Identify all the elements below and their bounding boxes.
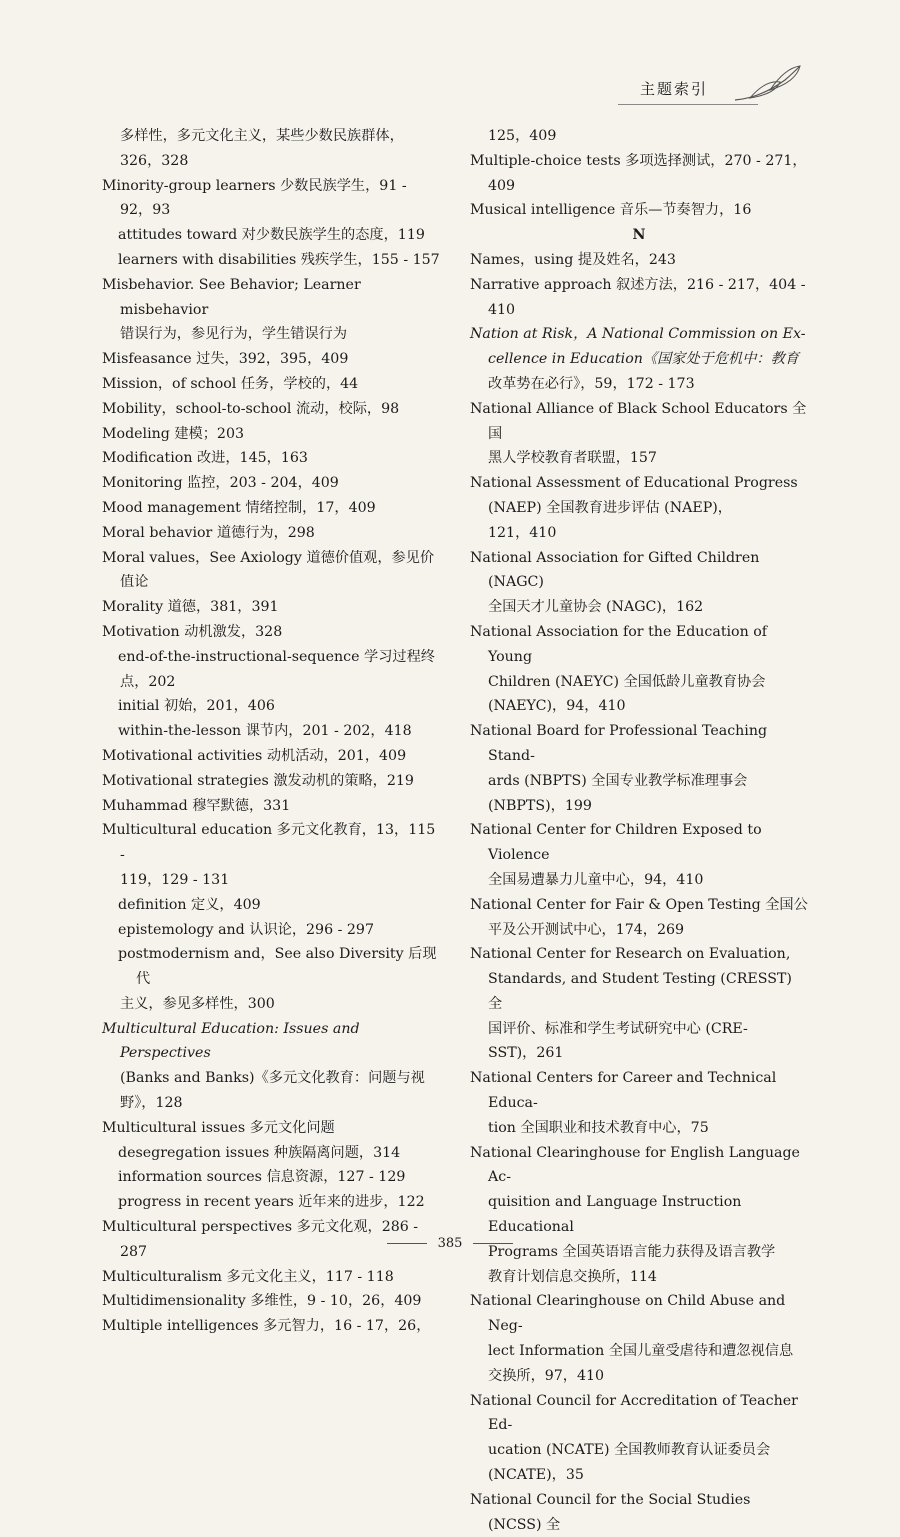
index-entry: cellence in Education《国家处于危机中：教育: [488, 351, 799, 368]
index-entry: within-the-lesson 课节内，201 - 202，418: [118, 723, 412, 740]
index-entry: 全国易遭暴力儿童中心，94，410: [488, 871, 704, 888]
index-entry: Names，using 提及姓名，243: [470, 251, 676, 268]
index-entry: National Association for Gifted Children (NAGC): [470, 549, 760, 591]
index-entry: National Alliance of Black School Educators 全国: [470, 400, 807, 442]
footer-rule-right: [473, 1243, 513, 1244]
index-entry: (NCATE)，35: [488, 1467, 584, 1484]
index-section-letter: N: [632, 227, 646, 244]
index-entry: 错误行为，参见行为，学生错误行为: [120, 326, 348, 343]
index-entry: end-of-the-instructional-sequence 学习过程终: [118, 648, 435, 665]
index-entry: 黑人学校教育者联盟，157: [488, 450, 657, 467]
index-entry: 改革势在必行》，59，172 - 173: [488, 375, 695, 392]
index-entry: Moral values，See Axiology 道德价值观，参见价: [102, 549, 435, 566]
index-entry: Multicultural perspectives 多元文化观，286 - 287: [102, 1219, 419, 1260]
index-entry: Motivational activities 动机活动，201，409: [102, 747, 407, 764]
index-entry: Modification 改进，145，163: [102, 450, 308, 467]
index-entry: progress in recent years 近年来的进步，122: [118, 1194, 425, 1211]
index-entry: National Center for Fair & Open Testing 全国公: [470, 896, 808, 913]
index-entry: Monitoring 监控，203 - 204，409: [102, 475, 339, 492]
index-entry: SST)，261: [488, 1045, 564, 1062]
index-entry: Motivation 动机激发，328: [102, 623, 283, 640]
index-entry: 国评价、标准和学生考试研究中心 (CRE-: [488, 1020, 748, 1037]
index-entry: Multiple-choice tests 多项选择测试，270 - 271，: [470, 152, 807, 169]
index-entry: definition 定义，409: [118, 896, 261, 913]
index-entry: National Clearinghouse on Child Abuse and Neg-: [470, 1293, 786, 1335]
index-entry: 值论: [120, 574, 149, 591]
index-entry: Programs 全国英语语言能力获得及语言教学: [488, 1243, 776, 1260]
index-entry: 92，93: [120, 202, 171, 219]
index-entry: National Council for Accreditation of Teacher Ed-: [470, 1392, 798, 1434]
index-entry: information sources 信息资源，127 - 129: [118, 1169, 406, 1186]
index-column-left: [102, 124, 440, 1339]
index-entry: (Banks and Banks)《多元文化教育：问题与视: [120, 1070, 425, 1087]
index-entry: Mood management 情绪控制，17，409: [102, 499, 376, 516]
leaf-ornament-icon: [730, 60, 810, 110]
index-entry: National Association for the Education of Young: [470, 623, 768, 665]
index-entry: Misbehavior. See Behavior; Learner misbehavior: [102, 276, 361, 318]
index-entry: ucation (NCATE) 全国教师教育认证委员会: [488, 1442, 771, 1459]
index-entry: National Board for Professional Teaching Stand-: [470, 723, 768, 764]
index-entry: 教育计划信息交换所，114: [488, 1268, 657, 1285]
index-entry: quisition and Language Instruction Educational: [488, 1194, 742, 1236]
page-footer: [0, 1236, 900, 1251]
index-entry: 野》，128: [120, 1095, 183, 1112]
index-entry: Misfeasance 过失，392，395，409: [102, 351, 349, 368]
index-column-right: [470, 124, 808, 1537]
index-entry: Children (NAEYC) 全国低龄儿童教育协会: [488, 673, 766, 690]
index-entry: Minority-group learners 少数民族学生，91 -: [102, 177, 407, 194]
index-entry: 409: [488, 177, 516, 194]
index-entry: attitudes toward 对少数民族学生的态度，119: [118, 227, 425, 244]
index-entry: 主义，参见多样性，300: [120, 995, 275, 1012]
index-entry: postmodernism and，See also Diversity 后现代: [118, 946, 437, 988]
index-entry: 交换所，97，410: [488, 1367, 605, 1384]
index-entry: Nation at Risk，A National Commission on Ex-: [470, 326, 806, 343]
index-entry: Mission，of school 任务，学校的，44: [102, 375, 359, 392]
index-entry: lect Information 全国儿童受虐待和遭忽视信息: [488, 1343, 794, 1360]
index-entry: Multicultural education 多元文化教育，13，115 -: [102, 822, 436, 864]
header-title: 主题索引: [640, 80, 709, 98]
index-entry: Narrative approach 叙述方法，216 - 217，404 - 410: [470, 276, 806, 318]
page-header: [600, 60, 810, 110]
index-entry: learners with disabilities 残疾学生，155 - 157: [118, 251, 440, 268]
index-entry: Multicultural issues 多元文化问题: [102, 1119, 335, 1136]
index-entry: Muhammad 穆罕默德，331: [102, 797, 291, 814]
index-entry: 121，410: [488, 524, 557, 541]
index-entry: (NAEYC)，94，410: [488, 698, 626, 715]
index-entry: Musical intelligence 音乐—节奏智力，16: [470, 202, 752, 219]
index-entry: initial 初始，201，406: [118, 698, 275, 715]
index-entry: Multidimensionality 多维性，9 - 10，26，409: [102, 1293, 422, 1310]
index-entry: Moral behavior 道德行为，298: [102, 524, 315, 541]
index-entry: desegregation issues 种族隔离问题，314: [118, 1144, 401, 1161]
index-entry: Multicultural Education: Issues and Perspectives: [102, 1020, 360, 1062]
page-number: 385: [437, 1236, 463, 1251]
index-entry: ards (NBPTS) 全国专业教学标准理事会: [488, 772, 748, 789]
index-entry: 平及公开测试中心，174，269: [488, 921, 685, 938]
index-entry: Standards, and Student Testing (CRESST) 全: [488, 971, 792, 1012]
index-entry: 125，409: [488, 128, 557, 144]
index-entry: 119，129 - 131: [120, 871, 230, 888]
index-entry: (NBPTS)，199: [488, 797, 592, 814]
footer-rule-left: [387, 1243, 427, 1244]
index-entry: National Assessment of Educational Progress: [470, 475, 798, 492]
index-entry: National Council for the Social Studies (NCSS) 全: [470, 1491, 751, 1533]
index-entry: National Center for Research on Evaluation,: [470, 946, 791, 963]
index-entry: tion 全国职业和技术教育中心，75: [488, 1119, 709, 1136]
index-entry: Mobility，school-to-school 流动，校际，98: [102, 400, 400, 417]
index-entry: National Clearinghouse for English Language Ac-: [470, 1144, 800, 1186]
index-entry: (NAEP) 全国教育进步评估 (NAEP)，: [488, 499, 732, 516]
index-entry: Modeling 建模；203: [102, 425, 244, 442]
index-entry: Motivational strategies 激发动机的策略，219: [102, 772, 414, 789]
index-entry: 点，202: [120, 673, 176, 690]
index-entry: National Center for Children Exposed to Violence: [470, 822, 762, 864]
index-entry: Morality 道德，381，391: [102, 599, 279, 616]
index-entry: 326，328: [120, 152, 189, 169]
index-entry: Multiple intelligences 多元智力，16 - 17，26，: [102, 1318, 431, 1335]
index-entry: epistemology and 认识论，296 - 297: [118, 921, 374, 938]
index-entry: 全国天才儿童协会 (NAGC)，162: [488, 599, 704, 616]
index-entry: National Centers for Career and Technical Educa-: [470, 1070, 777, 1112]
index-entry: 多样性，多元文化主义，某些少数民族群体，: [120, 128, 404, 144]
index-entry: Multiculturalism 多元文化主义，117 - 118: [102, 1268, 394, 1285]
